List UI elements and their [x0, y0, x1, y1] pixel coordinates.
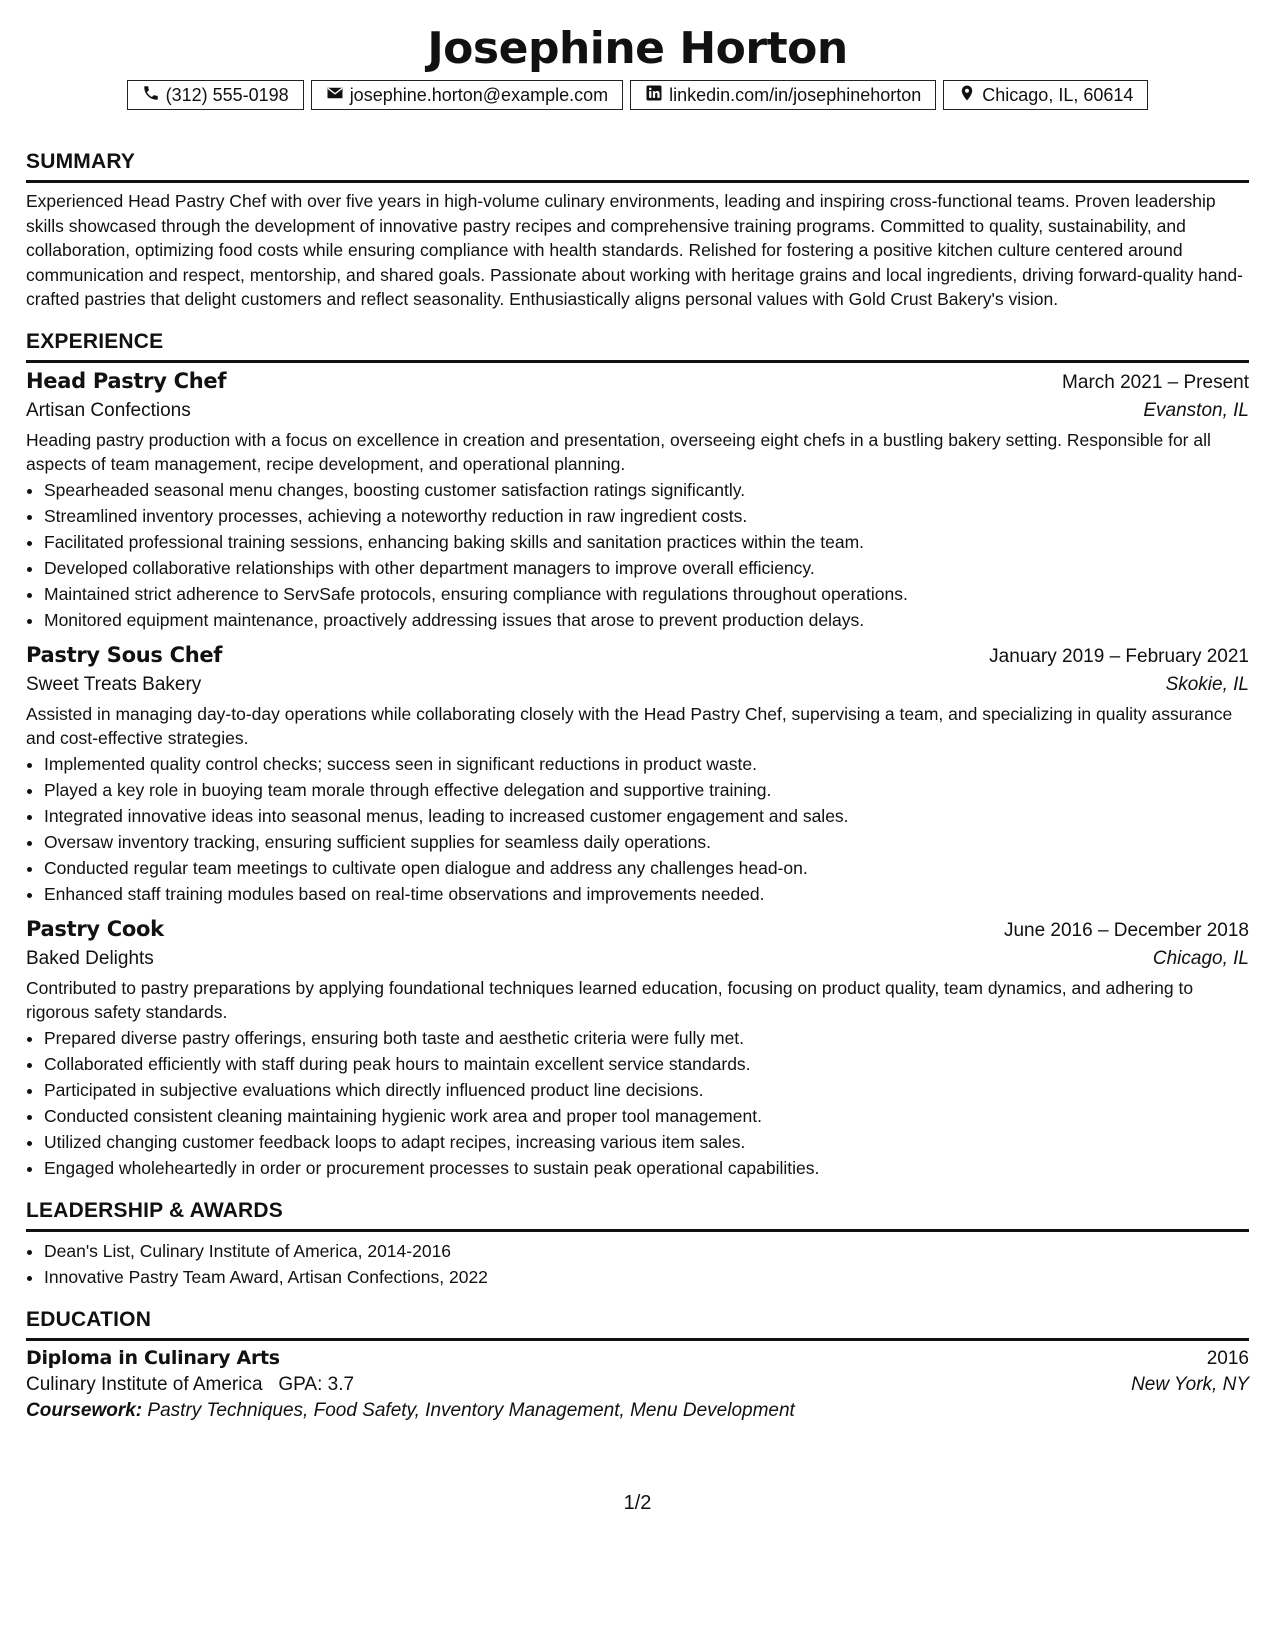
list-item: • Streamlined inventory processes, achieving a noteworthy reduction in raw ingredient costs.	[44, 503, 1249, 529]
summary-text: Experienced Head Pastry Chef with over five years in high-volume culinary environments, leading and inspiring cross-functional teams. Proven leadership skills showcased through the development of innovative pastry recipes and comprehensive training programs. Committed to quality, sustainability, and collaboration, optimizing food costs while ensuring compliance with health standards. Relished for fostering a positive kitchen culture centered around communication and respect, mentorship, and shared goals. Passionate about working with heritage grains and local ingredients, driving forward-quality hand-crafted pastries that delight customers and reflect seasonality. Enthusiastically aligns personal values with Gold Crust Bakery's vision.	[26, 191, 1243, 309]
list-item: • Integrated innovative ideas into seasonal menus, leading to increased customer engagement and sales.	[44, 803, 1249, 829]
job-dates: March 2021 – Present	[1062, 371, 1249, 393]
list-item: • Facilitated professional training sessions, enhancing baking skills and sanitation practices within the team.	[44, 529, 1249, 555]
coursework-list: Pastry Techniques, Food Safety, Inventory Management, Menu Development	[147, 1399, 795, 1421]
education-location: New York, NY	[1131, 1373, 1249, 1395]
section-title-experience: EXPERIENCE	[26, 328, 1249, 363]
job-company: Artisan Confections	[26, 399, 191, 421]
leadership-section	[26, 1197, 1249, 1290]
list-item: • Innovative Pastry Team Award, Artisan Confections, 2022	[44, 1264, 1249, 1290]
job-dates: January 2019 – February 2021	[989, 645, 1249, 667]
job-title: Pastry Sous Chef	[26, 642, 223, 667]
envelope-icon	[326, 84, 344, 107]
linkedin-icon	[645, 84, 663, 107]
list-item: • Played a key role in buoying team morale through effective delegation and supportive training.	[44, 777, 1249, 803]
job-bullets	[26, 477, 1249, 633]
list-item: • Prepared diverse pastry offerings, ensuring both taste and aesthetic criteria were fully met.	[44, 1025, 1249, 1051]
list-item: • Maintained strict adherence to ServSafe protocols, ensuring compliance with regulations throughout operations.	[44, 581, 1249, 607]
job-title: Head Pastry Chef	[26, 368, 227, 393]
degree-title: Diploma in Culinary Arts	[26, 1346, 280, 1369]
location-text: Chicago, IL, 60614	[982, 84, 1134, 105]
phone-icon	[142, 84, 160, 107]
education-year: 2016	[1206, 1347, 1249, 1369]
job-title: Pastry Cook	[26, 916, 164, 941]
school-name: Culinary Institute of America	[26, 1373, 263, 1395]
location-chip	[943, 80, 1148, 110]
list-item: • Conducted regular team meetings to cultivate open dialogue and address any challenges head-on.	[44, 855, 1249, 881]
phone-chip	[127, 80, 304, 110]
coursework-label: Coursework:	[26, 1399, 143, 1421]
list-item: • Participated in subjective evaluations which directly influenced product line decisions.	[44, 1077, 1249, 1103]
job-entry	[26, 917, 1249, 1181]
list-item: • Collaborated efficiently with staff during peak hours to maintain excellent service standards.	[44, 1051, 1249, 1077]
candidate-name: Josephine Horton	[427, 23, 848, 74]
coursework-line	[26, 1400, 1249, 1422]
school-line	[26, 1374, 354, 1396]
list-item: • Engaged wholeheartedly in order or procurement processes to sustain peak operational capabilities.	[44, 1155, 1249, 1181]
email-chip	[311, 80, 623, 110]
resume-page	[26, 0, 1249, 1422]
page-number: 1/2	[623, 1492, 652, 1514]
list-item: • Conducted consistent cleaning maintaining hygienic work area and proper tool management.	[44, 1103, 1249, 1129]
job-description: Heading pastry production with a focus on excellence in creation and presentation, overseeing eight chefs in a bustling bakery setting. Responsible for all aspects of team management, recipe development, and operational planning.	[26, 429, 1211, 474]
list-item: • Monitored equipment maintenance, proactively addressing issues that arose to prevent production delays.	[44, 607, 1249, 633]
list-item: • Spearheaded seasonal menu changes, boosting customer satisfaction ratings significantly.	[44, 477, 1249, 503]
email-text: josephine.horton@example.com	[349, 84, 609, 105]
job-description: Assisted in managing day-to-day operations while collaborating closely with the Head Pastry Chef, supervising a team, and specializing in quality assurance and cost-effective strategies.	[26, 703, 1233, 748]
job-bullets	[26, 751, 1249, 907]
section-title-leadership: LEADERSHIP & AWARDS	[26, 1197, 1249, 1232]
list-item: • Dean's List, Culinary Institute of America, 2014-2016	[44, 1238, 1249, 1264]
phone-text: (312) 555-0198	[165, 84, 289, 105]
job-entry	[26, 369, 1249, 633]
summary-section	[26, 148, 1249, 312]
section-title-summary: SUMMARY	[26, 148, 1249, 183]
contact-row	[26, 80, 1249, 110]
map-pin-icon	[958, 84, 976, 107]
list-item: • Developed collaborative relationships with other department managers to improve overall efficiency.	[44, 555, 1249, 581]
job-location: Skokie, IL	[1165, 673, 1249, 695]
gpa: GPA: 3.7	[278, 1373, 355, 1395]
job-description: Contributed to pastry preparations by applying foundational techniques learned education, focusing on product quality, team dynamics, and adhering to rigorous safety standards.	[26, 977, 1194, 1022]
job-company: Baked Delights	[26, 947, 154, 969]
list-item: • Implemented quality control checks; success seen in significant reductions in product waste.	[44, 751, 1249, 777]
education-section	[26, 1306, 1249, 1422]
job-company: Sweet Treats Bakery	[26, 673, 202, 695]
list-item: • Oversaw inventory tracking, ensuring sufficient supplies for seamless daily operations.	[44, 829, 1249, 855]
list-item: • Enhanced staff training modules based on real-time observations and improvements needed.	[44, 881, 1249, 907]
linkedin-chip	[630, 80, 936, 110]
job-entry	[26, 643, 1249, 907]
section-title-education: EDUCATION	[26, 1306, 1249, 1341]
experience-section	[26, 328, 1249, 1181]
awards-list	[26, 1238, 1249, 1290]
linkedin-text: linkedin.com/in/josephinehorton	[669, 84, 922, 105]
list-item: • Utilized changing customer feedback loops to adapt recipes, increasing various item sales.	[44, 1129, 1249, 1155]
job-dates: June 2016 – December 2018	[1003, 919, 1249, 941]
job-bullets	[26, 1025, 1249, 1181]
job-location: Evanston, IL	[1143, 399, 1249, 421]
job-location: Chicago, IL	[1152, 947, 1249, 969]
